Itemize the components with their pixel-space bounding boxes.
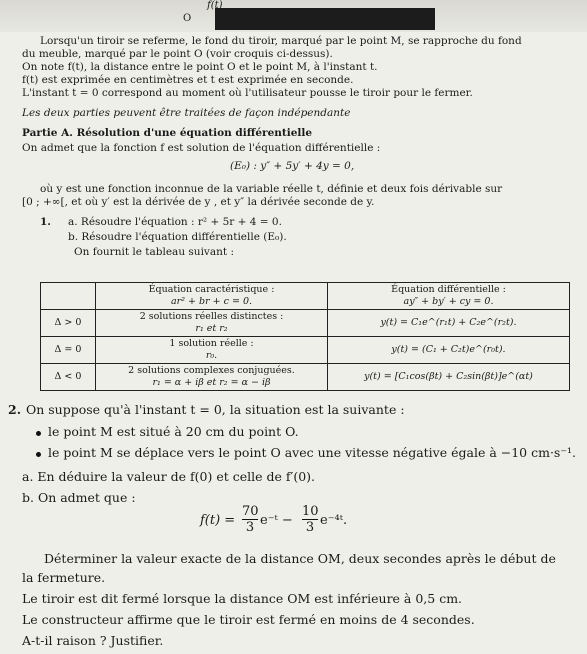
q2-bullet-1: le point M est situé à 20 cm du point O. <box>48 424 299 439</box>
q2-bullet-2: le point M se déplace vers le point O avec une vitesse négative égale à −10 cm·s⁻¹. <box>48 445 576 460</box>
case-cell: Δ < 0 <box>41 364 96 391</box>
bullet-dot <box>36 452 41 457</box>
part-a-lead: On admet que la fonction f est solution de l'équation différentielle : <box>22 142 381 154</box>
table-row <box>41 310 570 337</box>
roots-values: r₁ = α + iβ et r₂ = α − iβ <box>152 377 271 388</box>
head-char-title: Équation caractéristique : <box>148 284 275 295</box>
table-row <box>41 337 570 364</box>
drawer-sketch <box>215 8 435 30</box>
q2-number: 2. <box>8 402 22 417</box>
roots-text: 2 solutions complexes conjuguées. <box>128 365 295 376</box>
frac1-den: 3 <box>245 520 255 535</box>
sketch-point-o: O <box>183 13 192 24</box>
table-corner-cell <box>41 283 96 310</box>
table-head-differential <box>328 283 570 310</box>
roots-values: r₀. <box>205 350 218 361</box>
frac1-num: 70 <box>242 504 259 519</box>
q2-task-1: Déterminer la valeur exacte de la distance OM, deux secondes après le début de <box>44 551 556 566</box>
q2-definition: Le tiroir est dit fermé lorsque la distance OM est inférieure à 0,5 cm. <box>22 591 463 606</box>
frac2-den: 3 <box>305 520 315 535</box>
roots-cell <box>96 337 328 364</box>
independence-note: Les deux parties peuvent être traitées de façon indépendante <box>22 107 351 119</box>
exp1: e⁻ᵗ − <box>260 513 293 528</box>
exp2: e⁻⁴ᵗ. <box>320 513 348 528</box>
intro-line-3: On note f(t), la distance entre le point O et le point M, à l'instant t. <box>22 61 378 73</box>
roots-text: 1 solution réelle : <box>169 338 254 349</box>
intro-line-1: Lorsqu'un tiroir se referme, le fond du tiroir, marqué par le point M, se rapproche du fond <box>40 35 522 47</box>
table-header-row <box>41 283 570 310</box>
case-cell: Δ = 0 <box>41 337 96 364</box>
frac2-num: 10 <box>302 504 319 519</box>
q2-task-2: la fermeture. <box>22 570 106 585</box>
roots-cell <box>96 364 328 391</box>
q2-lead: On suppose qu'à l'instant t = 0, la situation est la suivante : <box>26 402 405 417</box>
equation-e0: (E₀) : y″ + 5y′ + 4y = 0, <box>230 160 355 172</box>
table-row <box>41 364 570 391</box>
part-a-title: Partie A. Résolution d'une équation différentielle <box>22 127 313 139</box>
head-diff-title: Équation différentielle : <box>391 284 506 295</box>
roots-cell <box>96 310 328 337</box>
q2-question: A-t-il raison ? Justifier. <box>22 633 164 648</box>
table-intro: On fournit le tableau suivant : <box>74 246 234 258</box>
intro-line-4: f(t) est exprimée en centimètres et t est exprimée en seconde. <box>22 74 354 86</box>
head-diff-eq: ay″ + by′ + cy = 0. <box>403 296 494 307</box>
q1-number: 1. <box>40 216 51 228</box>
general-solution-cell: y(t) = [C₁cos(βt) + C₂sin(βt)]e^(αt) <box>328 364 570 391</box>
q1a: a. Résoudre l'équation : r² + 5r + 4 = 0. <box>68 216 282 228</box>
q2-claim: Le constructeur affirme que le tiroir est fermé en moins de 4 secondes. <box>22 612 475 627</box>
bullet-dot <box>36 431 41 436</box>
general-solution-cell: y(t) = C₁e^(r₁t) + C₂e^(r₂t). <box>328 310 570 337</box>
roots-text: 2 solutions réelles distinctes : <box>139 311 284 322</box>
head-char-eq: ar² + br + c = 0. <box>170 296 253 307</box>
equation-desc-2: [0 ; +∞[, et où y′ est la dérivée de y , et y″ la dérivée seconde de y. <box>22 196 375 208</box>
sketch-label: f(t) <box>207 0 223 11</box>
general-solution-cell: y(t) = (C₁ + C₂t)e^(r₀t). <box>328 337 570 364</box>
case-cell: Δ > 0 <box>41 310 96 337</box>
sketch-strip <box>0 0 587 32</box>
q1b: b. Résoudre l'équation différentielle (E₀). <box>68 231 287 243</box>
q2a: a. En déduire la valeur de f(0) et celle de f′(0). <box>22 469 316 484</box>
q2b: b. On admet que : <box>22 490 136 505</box>
intro-line-2: du meuble, marqué par le point O (voir croquis ci-dessus). <box>22 48 333 60</box>
formula-lhs: f(t) = <box>200 513 236 528</box>
solutions-table <box>40 282 570 391</box>
table-head-characteristic <box>96 283 328 310</box>
equation-desc-1: où y est une fonction inconnue de la variable réelle t, définie et deux fois dérivable sur <box>40 183 503 195</box>
roots-values: r₁ et r₂ <box>195 323 228 334</box>
intro-line-5: L'instant t = 0 correspond au moment où l'utilisateur pousse le tiroir pour le fermer. <box>22 87 473 99</box>
